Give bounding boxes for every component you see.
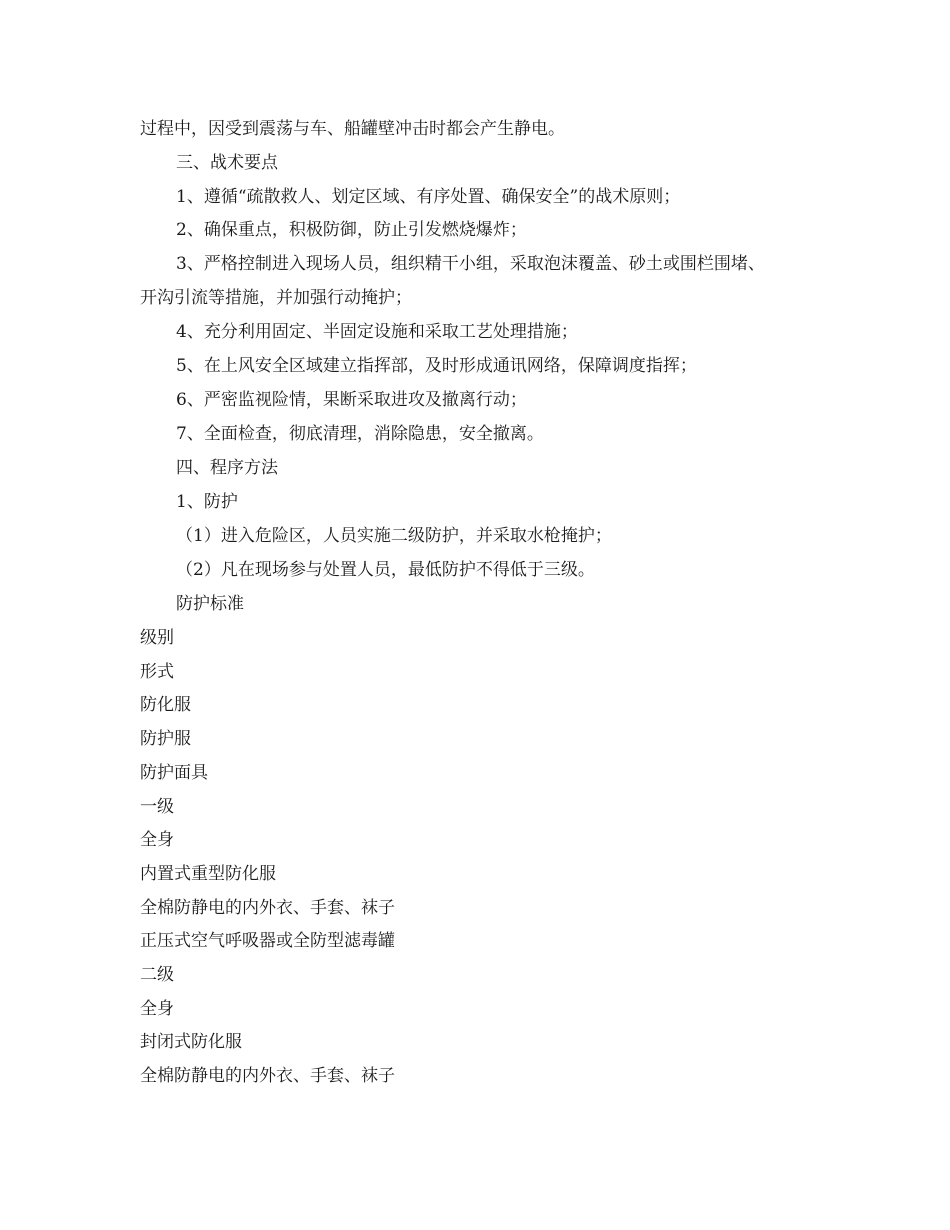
table-cell: 全身 xyxy=(140,999,174,1019)
section-heading-procedure: 四、程序方法 xyxy=(176,458,278,478)
table-cell: 封闭式防化服 xyxy=(140,1032,242,1052)
table-cell: 防护面具 xyxy=(140,763,208,783)
list-item: 3、严格控制进入现场人员，组织精干小组，采取泡沫覆盖、砂土或围栏围堵、 xyxy=(176,254,765,274)
list-item-continuation: 开沟引流等措施，并加强行动掩护； xyxy=(140,288,412,308)
list-item: 2、确保重点，积极防御，防止引发燃烧爆炸； xyxy=(176,220,527,240)
subsection-heading-protection: 1、防护 xyxy=(176,492,238,512)
table-cell: 全棉防静电的内外衣、手套、袜子 xyxy=(140,898,395,918)
table-cell: 二级 xyxy=(140,965,174,985)
list-item: 4、充分利用固定、半固定设施和采取工艺处理措施； xyxy=(176,322,578,342)
table-cell: 形式 xyxy=(140,662,174,682)
list-item: 6、严密监视险情，果断采取进攻及撤离行动； xyxy=(176,390,527,410)
table-caption: 防护标准 xyxy=(176,594,244,614)
table-cell: 防护服 xyxy=(140,729,191,749)
list-item: （1）进入危险区，人员实施二级防护，并采取水枪掩护； xyxy=(176,526,612,546)
list-item: 1、遵循“疏散救人、划定区域、有序处置、确保安全”的战术原则； xyxy=(176,187,681,207)
table-cell: 防化服 xyxy=(140,695,191,715)
list-item: 5、在上风安全区域建立指挥部，及时形成通讯网络，保障调度指挥； xyxy=(176,356,697,376)
table-cell: 内置式重型防化服 xyxy=(140,864,276,884)
text-line-1: 过程中，因受到震荡与车、船罐壁冲击时都会产生静电。 xyxy=(140,119,565,139)
list-item: （2）凡在现场参与处置人员，最低防护不得低于三级。 xyxy=(176,560,595,580)
table-cell: 全身 xyxy=(140,830,174,850)
table-cell: 正压式空气呼吸器或全防型滤毒罐 xyxy=(140,931,395,951)
section-heading-tactics: 三、战术要点 xyxy=(176,153,278,173)
list-item: 7、全面检查，彻底清理，消除隐患，安全撤离。 xyxy=(176,424,544,444)
table-cell: 级别 xyxy=(140,628,174,648)
table-cell: 一级 xyxy=(140,797,174,817)
table-cell: 全棉防静电的内外衣、手套、袜子 xyxy=(140,1066,395,1086)
